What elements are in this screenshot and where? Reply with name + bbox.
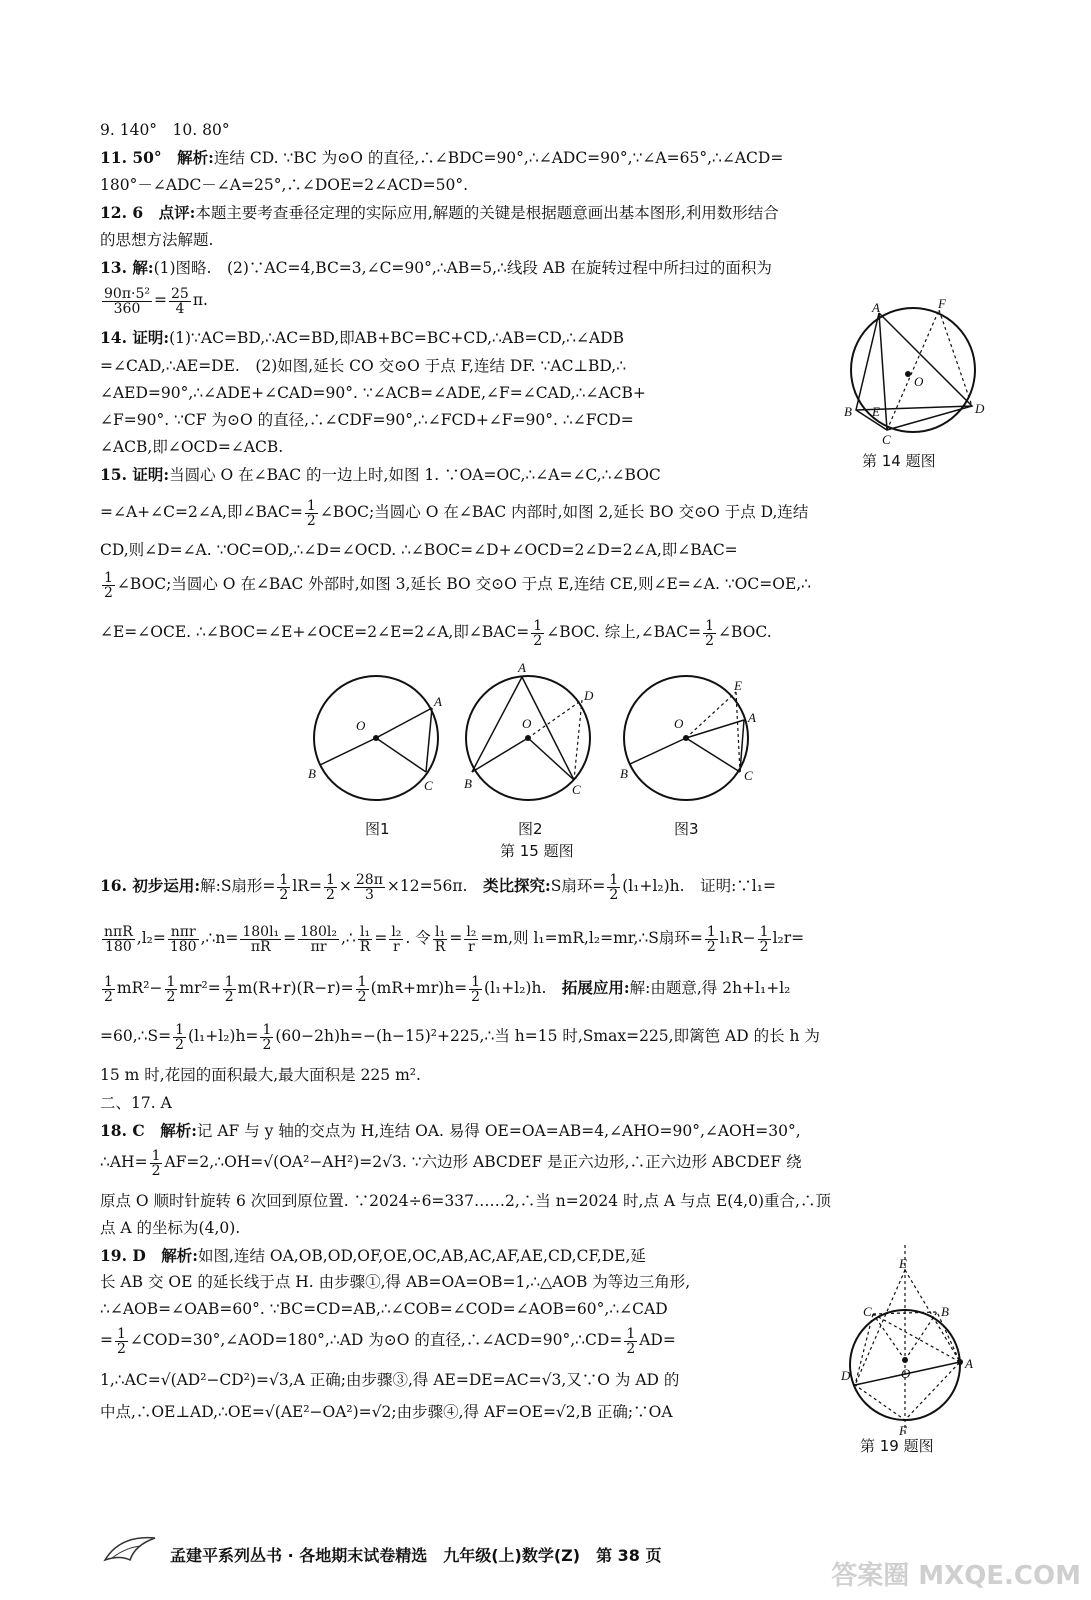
answer-11: 11. 50° 解析:连结 CD. ∵BC 为⊙O 的直径,∴∠BDC=90°,∴∠ADC=90°,∵∠A=65°,∴∠ACD= bbox=[100, 148, 784, 167]
svg-text:D: D bbox=[584, 688, 594, 703]
answer-15-l3: CD,则∠D=∠A. ∵OC=OD,∴∠D=∠OCD. ∴∠BOC=∠D+∠OCD=2∠D=2∠A,即∠BAC= bbox=[100, 541, 738, 559]
svg-text:A: A bbox=[434, 694, 442, 709]
figure-15 bbox=[300, 660, 780, 820]
svg-text:O: O bbox=[914, 374, 924, 389]
answer-16-l4: =60,∴S= $\frac{1}{2}$ (l₁+l₂)h= $\frac{1}{2}$ (60−2h)h=−(h−15)²+225,∴当 h=15 时,Smax=225,即篱笆 AD 的长 h 为 bbox=[100, 1021, 820, 1053]
svg-text:C: C bbox=[744, 768, 753, 783]
figure-19 bbox=[835, 1240, 985, 1440]
svg-text:O: O bbox=[901, 1366, 911, 1381]
svg-text:A: A bbox=[965, 1356, 973, 1371]
answer-14-l2: =∠CAD,∴AE=DE. (2)如图,延长 CO 交⊙O 于点 F,连结 DF. ∵AC⊥BD,∴ bbox=[100, 357, 627, 375]
svg-text:O: O bbox=[674, 716, 684, 731]
caption-fig14: 第 14 题图 bbox=[862, 452, 936, 470]
answer-9-10: 9. 140° 10. 80° bbox=[100, 121, 230, 139]
svg-text:A: A bbox=[748, 710, 756, 725]
caption-fig15-3: 图3 bbox=[674, 820, 699, 838]
answer-18: 18. C 解析:记 AF 与 y 轴的交点为 H,连结 OA. 易得 OE=OA=AB=4,∠AHO=90°,∠AOH=30°, bbox=[100, 1121, 801, 1140]
answer-18-l2: ∴AH= $\frac{1}{2}$ AF=2,∴OH=√(OA²−AH²)=2√3. ∵六边形 ABCDEF 是正六边形,∴正六边形 ABCDEF 绕 bbox=[100, 1147, 802, 1179]
svg-text:B: B bbox=[941, 1304, 949, 1319]
answer-16: 16. 初步运用:解:S扇形= $\frac{1}{2}$ lR= $\frac{1}{2}$ × $\frac{28\pi}{3}$ ×12=56π. 类比探究:S扇环= $\frac{1}{2}$ (l₁+l₂)h. 证明:∵l₁= bbox=[100, 871, 776, 903]
watermark: 答案圈 MXQE.COM bbox=[831, 1561, 1081, 1591]
svg-text:C: C bbox=[882, 432, 891, 447]
answer-19: 19. D 解析:如图,连结 OA,OB,OD,OF,OE,OC,AB,AC,AF,AE,CD,CF,DE,延 bbox=[100, 1246, 646, 1265]
answer-11-cont: 180°－∠ADC－∠A=25°,∴∠DOE=2∠ACD=50°. bbox=[100, 176, 469, 194]
svg-text:E: E bbox=[899, 1256, 907, 1271]
caption-fig15-1: 图1 bbox=[365, 820, 390, 838]
svg-text:F: F bbox=[899, 1423, 907, 1438]
answer-15: 15. 证明:当圆心 O 在∠BAC 的一边上时,如图 1. ∵OA=OC,∴∠A=∠C,∴∠BOC bbox=[100, 465, 661, 484]
answer-14-l4: ∠F=90°. ∵CF 为⊙O 的直径,∴∠CDF=90°,∴∠FCD+∠F=90°. ∴∠FCD= bbox=[100, 411, 634, 429]
figure-14 bbox=[838, 298, 988, 448]
answer-19-l3: ∴∠AOB=∠OAB=60°. ∵BC=CD=AB,∴∠COB=∠COD=∠AOB=60°,∴∠CAD bbox=[100, 1300, 668, 1318]
answer-16-l5: 15 m 时,花园的面积最大,最大面积是 225 m². bbox=[100, 1066, 421, 1084]
answer-19-l4: = $\frac{1}{2}$ ∠COD=30°,∠AOD=180°,∴AD 为⊙O 的直径,∴∠ACD=90°,∴CD= $\frac{1}{2}$ AD= bbox=[100, 1325, 676, 1357]
bird-logo-icon bbox=[100, 1530, 160, 1570]
answer-14-l3: ∠AED=90°,∴∠ADE+∠CAD=90°. ∵∠ACB=∠ADE,∠F=∠CAD,∴∠ACB+ bbox=[100, 384, 646, 402]
svg-text:D: D bbox=[841, 1368, 851, 1383]
svg-text:B: B bbox=[464, 776, 472, 791]
svg-text:O: O bbox=[356, 718, 366, 733]
svg-text:D: D bbox=[975, 401, 985, 416]
answer-15-l2: =∠A+∠C=2∠A,即∠BAC= $\frac{1}{2}$ ∠BOC;当圆心 O 在∠BAC 内部时,如图 2,延长 BO 交⊙O 于点 D,连结 bbox=[100, 497, 809, 529]
answer-16-l2: $\frac{\text{nπR}}{180}$ ,l₂= $\frac{\text{nπr}}{180}$ ,∴n= $\frac{\text{180l₁}}{\pi R}$ = $\frac{\text{180l₂}}{\pi r}$ ,∴ $\frac{\text{l₁}}{R}$ = $\frac{\text{l₂}}{r}$ . 令 $\frac{\text{l₁}}{R}$ = $\frac{\text{l₂}}{r}$ =m,则 l₁=mR,l₂=mr,∴S扇环= $\frac{1}{2}$ l₁R− $\frac{1}{2}$ l₂r= bbox=[104, 923, 805, 955]
caption-fig15-2: 图2 bbox=[518, 820, 543, 838]
answer-17: 二、17. A bbox=[100, 1094, 172, 1112]
answer-12: 12. 6 点评:本题主要考查垂径定理的实际应用,解题的关键是根据题意画出基本图形,利用数形结合 bbox=[100, 203, 779, 222]
svg-text:A: A bbox=[518, 660, 526, 675]
answer-19-l5: 1,∴AC=√(AD²−CD²)=√3,A 正确;由步骤③,得 AE=DE=AC=√3,又∵O 为 AD 的 bbox=[100, 1371, 680, 1389]
answer-14: 14. 证明:(1)∵AC=BD,∴AC=BD,即AB+BC=BC+CD,∴AB=CD,∴∠ADB bbox=[100, 328, 624, 347]
caption-fig15: 第 15 题图 bbox=[500, 842, 574, 860]
svg-text:B: B bbox=[620, 766, 628, 781]
caption-fig19: 第 19 题图 bbox=[860, 1437, 934, 1455]
answer-18-l3: 原点 O 顺时针旋转 6 次回到原位置. ∵2024÷6=337……2,∴当 n=2024 时,点 A 与点 E(4,0)重合,∴顶 bbox=[100, 1192, 831, 1210]
answer-15-l5: ∠E=∠OCE. ∴∠BOC=∠E+∠OCE=2∠E=2∠A,即∠BAC= $\frac{1}{2}$ ∠BOC. 综上,∠BAC= $\frac{1}{2}$ ∠BOC. bbox=[100, 617, 772, 649]
answer-15-l4: $\frac{1}{2}$ ∠BOC;当圆心 O 在∠BAC 外部时,如图 3,延长 BO 交⊙O 于点 E,连结 CE,则∠E=∠A. ∵OC=OE,∴ bbox=[104, 569, 812, 601]
page-footer: 孟建平系列丛书 · 各地期末试卷精选 九年级(上)数学(Z) 第 38 页 bbox=[170, 1546, 662, 1565]
answer-19-l2: 长 AB 交 OE 的延长线于点 H. 由步骤①,得 AB=OA=OB=1,∴△AOB 为等边三角形, bbox=[100, 1273, 691, 1291]
svg-text:B: B bbox=[844, 404, 852, 419]
answer-14-l5: ∠ACB,即∠OCD=∠ACB. bbox=[100, 438, 284, 456]
svg-text:F: F bbox=[938, 298, 946, 311]
svg-text:C: C bbox=[863, 1304, 872, 1319]
svg-text:E: E bbox=[734, 678, 742, 693]
svg-text:C: C bbox=[424, 778, 433, 793]
svg-text:A: A bbox=[872, 300, 880, 315]
svg-text:B: B bbox=[308, 766, 316, 781]
svg-text:E: E bbox=[872, 404, 880, 419]
svg-text:O: O bbox=[522, 716, 532, 731]
answer-18-l4: 点 A 的坐标为(4,0). bbox=[100, 1219, 241, 1237]
answer-16-l3: $\frac{1}{2}$ mR²− $\frac{1}{2}$ mr²= $\frac{1}{2}$ m(R+r)(R−r)= $\frac{1}{2}$ (mR+mr)h= $\frac{1}{2}$ (l₁+l₂)h. 拓展应用:解:由题意,得 2h+l₁+l₂ bbox=[104, 973, 791, 1005]
svg-text:C: C bbox=[572, 782, 581, 797]
answer-13-formula: $\frac{\text{90π·5²}}{360}$ = $\frac{25}{4}$ π. bbox=[104, 285, 208, 317]
answer-19-l6: 中点,∴OE⊥AD,∴OE=√(AE²−OA²)=√2;由步骤④,得 AF=OE=√2,B 正确;∵OA bbox=[100, 1403, 673, 1421]
answer-13: 13. 解:(1)图略. (2)∵AC=4,BC=3,∠C=90°,∴AB=5,∴线段 AB 在旋转过程中所扫过的面积为 bbox=[100, 258, 772, 277]
answer-12-cont: 的思想方法解题. bbox=[100, 231, 214, 249]
